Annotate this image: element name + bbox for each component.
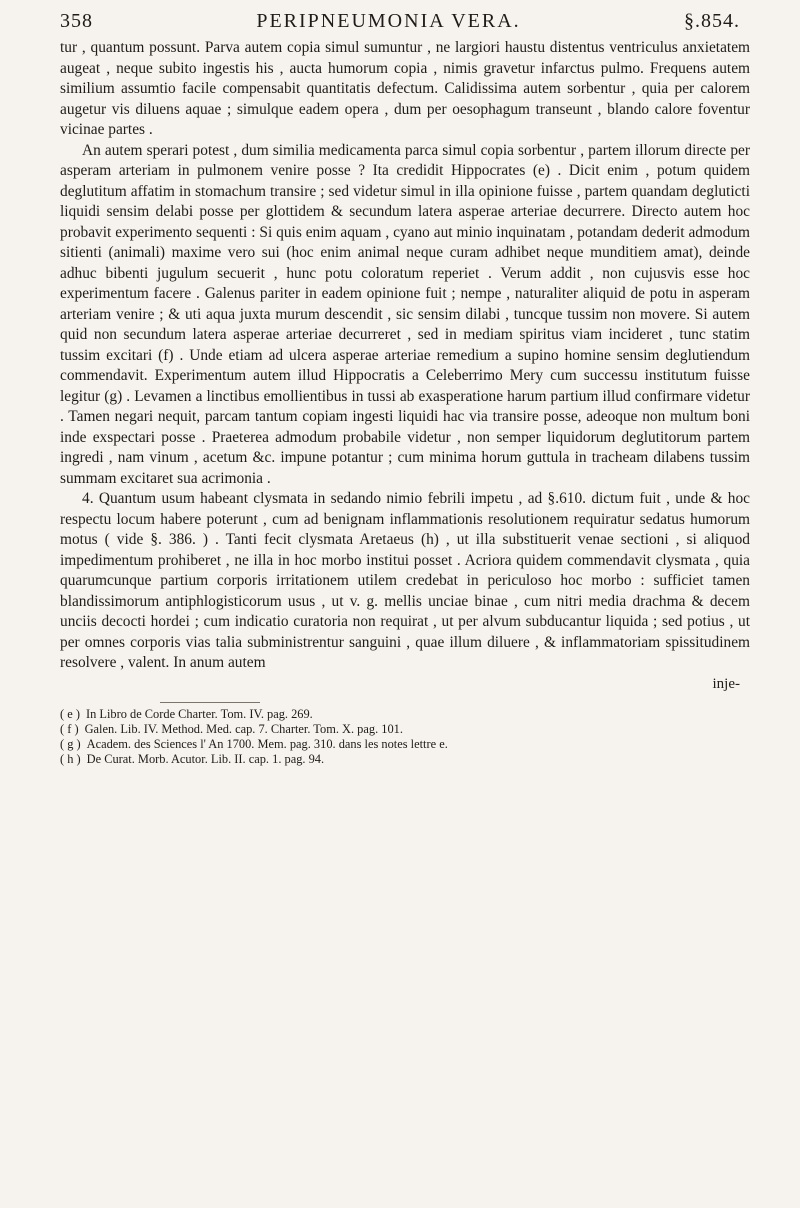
footnote-mark: ( h ) bbox=[60, 752, 81, 766]
running-title: PERIPNEUMONIA VERA. bbox=[256, 10, 521, 32]
main-text bbox=[60, 38, 750, 767]
running-header bbox=[60, 10, 740, 38]
footnote-mark: ( g ) bbox=[60, 737, 81, 751]
footnotes bbox=[60, 707, 750, 767]
paragraph-clysmata: 4. Quantum usum habeant clysmata in sedando nimio febrili impetu , ad §.610. dictum fuit , unde & hoc respectu locum habere poterunt , cum ad benignam inflammationis resolutionem requiratur sedatus humorum motus ( vide §. 386. ) . Tanti fecit clysmata Aretaeus (h) , ut illa substituerit venae sectioni , si aliquod impedimentum prohiberet , ne illa in hoc morbo institui posset . Acriora quidem commendavit clysmata , quia quarumcunque partium corporis irritationem utilem credebat in periculoso hoc morbo : sufficiet tamen blandissimorum antiphlogisticorum usus , ut v. g. mellis unciae binae , cum nitri media drachma & decem unciis decocti hordei ; cum indicatio curatoria non requirat , ut per alvum subducantur liquida ; sed potius , ut per omnes corporis vias talia subministrentur sanguini , quae illum diluere , & inflammatoriam spissitudinem resolvere , valent. In anum autem bbox=[60, 490, 750, 671]
section-number: §.854. bbox=[683, 10, 740, 32]
footnote-h bbox=[60, 752, 750, 767]
paragraph-hippocrates: An autem sperari potest , dum similia medicamenta parca simul copia sorbentur , partem illorum directe per asperam arteriam in pulmonem venire posse ? Ita credidit Hippocrates (e) . Dicit enim , potum quidem deglutitum affatim in stomachum transire ; sed videtur simul in illa opinione fuisse , partem quandam degluticti liquidi sensim delabi posse per glottidem & secundum latera asperae arteriae decurrere. Directo autem hoc probavit experimento sequenti : Si quis enim aquam , cyano aut minio inquinatam , potandam dederit admodum sitienti (animali) maxime vero sui (hoc enim animal neque curam adhibet neque munditiem amat), deinde adhuc bibenti jugulum secuerit , hunc potu coloratum reperiet . Verum addit , non cujusvis esse hoc experimentum facere . Galenus pariter in eadem opinione fuit ; nempe , naturaliter aliquid de potu in asperam arteriam venire ; & uti aqua juxta murum descendit , sic sensim dilabi , tuncque tussim non movere. Si autem quid non secundum latera asperae arteriae decurreret , sed in mediam spiritus viam incideret , tunc statim tussim excitari (f) . Unde etiam ad ulcera asperae arteriae remedium a supino homine sensim deglutiendum commendavit. Experimentum autem illud Hippocratis a Celeberrimo Mery cum successu institutum fuisse legitur (g) . Levamen a linctibus emollientibus in tussi ab exasperatione harum partium illud confirmare videtur . Tamen negari nequit, parcam tantum copiam ingesti liquidi hac via transire posse, adeoque non multum boni inde exspectari posse . Praeterea admodum probabile videtur , non semper liquidorum deglutitorum partem ingredi , nam vinum , acetum &c. impune potantur ; cum minima horum guttula in tracheam dilabens tussim summam excitaret sua acrimonia . bbox=[60, 141, 750, 487]
footnote-divider bbox=[160, 702, 260, 703]
page-number: 358 bbox=[60, 10, 93, 32]
footnote-text: De Curat. Morb. Acutor. Lib. II. cap. 1. pag. 94. bbox=[86, 752, 325, 766]
footnote-text: In Libro de Corde Charter. Tom. IV. pag. 269. bbox=[85, 707, 313, 721]
footnote-f bbox=[60, 722, 750, 737]
footnote-text: Academ. des Sciences l' An 1700. Mem. pag. 310. dans les notes lettre e. bbox=[86, 737, 448, 751]
footnote-mark: ( f ) bbox=[60, 722, 79, 736]
footnote-text: Galen. Lib. IV. Method. Med. cap. 7. Charter. Tom. X. pag. 101. bbox=[84, 722, 403, 736]
paragraph-continuation: tur , quantum possunt. Parva autem copia simul sumuntur , ne largiori haustu distentus ventriculus anxietatem augeat , neque subito ingestis his , aucta humorum copia , nimis gravetur infarctus pulmo. Frequens autem similium assumtio facile compensabit quantitatis defectum. Calidissima autem sorbentur , quia per calorem augetur vis diluens aquae ; simulque eadem opera , dum per oesophagum transeunt , blando calore foventur vicinae partes . bbox=[60, 39, 750, 138]
footnote-g bbox=[60, 737, 750, 752]
footnote-mark: ( e ) bbox=[60, 707, 80, 721]
footnote-e bbox=[60, 707, 750, 722]
catchword: inje- bbox=[712, 675, 740, 692]
